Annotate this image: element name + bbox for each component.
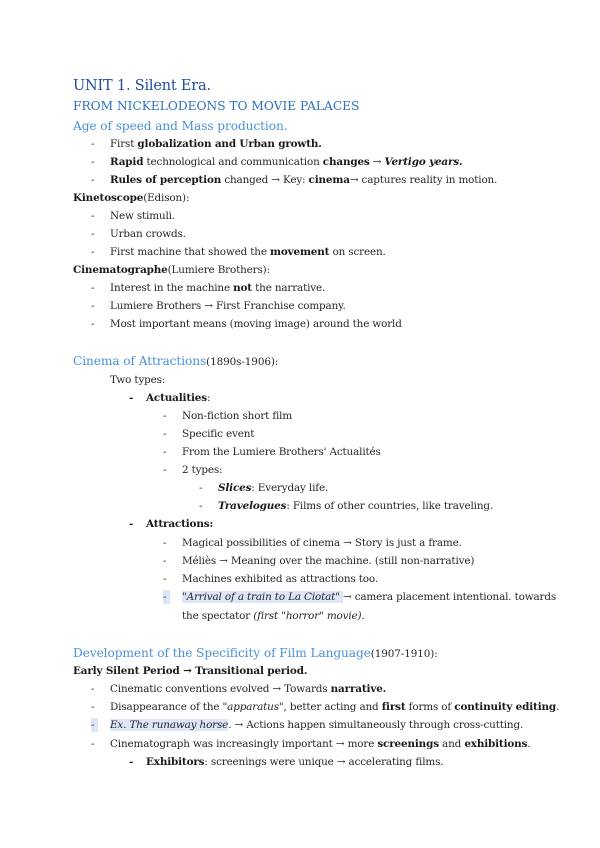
bullet-dash: - (163, 555, 167, 567)
list-item-exhibitors: Exhibitors: screenings were unique → accelerating films. (146, 756, 444, 768)
kinetoscope-heading: Kinetoscope(Edison): (73, 192, 190, 204)
list-item: Non-fiction short film (182, 410, 293, 422)
bullet-dash: - (163, 464, 167, 476)
bullet-dash: - (163, 573, 167, 585)
list-item-travelogues: Travelogues: Films of other countries, like traveling. (218, 500, 494, 512)
list-item: Cinematograph was increasingly important → more screenings and exhibitions. (110, 738, 531, 750)
bullet-dash: - (91, 300, 95, 312)
bullet-dash: - (91, 138, 95, 150)
early-silent-period: Early Silent Period → Transitional period. (73, 665, 308, 677)
cinematographe-heading: Cinematographe(Lumiere Brothers): (73, 264, 270, 276)
heading-cinema-of-attractions: Cinema of Attractions(1890s-1906): (73, 354, 279, 368)
bullet-dash: - (91, 718, 98, 732)
bullet-dash: - (91, 738, 95, 750)
list-item: New stimuli. (110, 210, 175, 222)
attractions-heading: Attractions: (146, 518, 214, 530)
unit-title: UNIT 1. Silent Era. (73, 78, 211, 94)
bullet-dash: - (91, 282, 95, 294)
list-item: Cinematic conventions evolved → Towards narrative. (110, 683, 387, 695)
bullet-dash: - (199, 500, 203, 512)
list-item: Lumiere Brothers → First Franchise company. (110, 300, 346, 312)
bullet-dash: - (129, 518, 134, 530)
list-item-slices: Slices: Everyday life. (218, 482, 329, 494)
list-item: Magical possibilities of cinema → Story is just a frame. (182, 537, 462, 549)
list-item: Disappearance of the "apparatus", better acting and first forms of continuity editing. (110, 701, 560, 713)
bullet-dash: - (163, 410, 167, 422)
list-item: Machines exhibited as attractions too. (182, 573, 378, 585)
list-item: Urban crowds. (110, 228, 186, 240)
list-item: From the Lumiere Brothers' Actualités (182, 446, 381, 458)
list-item-arrival-of-train: "Arrival of a train to La Ciotat" → camera placement intentional. towards (182, 591, 557, 603)
bullet-dash: - (163, 446, 167, 458)
actualities-heading: Actualities: (146, 392, 211, 404)
section-title-nickelodeons: FROM NICKELODEONS TO MOVIE PALACES (73, 99, 360, 113)
bullet-dash: - (91, 156, 95, 168)
bullet-dash: - (91, 683, 95, 695)
bullet-dash: - (91, 701, 95, 713)
heading-age-of-speed: Age of speed and Mass production. (73, 119, 288, 133)
list-item-continuation: the spectator (first "horror" movie). (182, 610, 365, 622)
bullet-dash: - (163, 590, 170, 604)
list-item-runaway-horse: Ex. The runaway horse. → Actions happen simultaneously through cross-cutting. (110, 719, 524, 731)
bullet-dash: - (163, 537, 167, 549)
bullet-dash: - (129, 392, 134, 404)
bullet-dash: - (91, 210, 95, 222)
bullet-dash: - (199, 482, 203, 494)
heading-development-film-language: Development of the Specificity of Film Language(1907-1910): (73, 646, 438, 660)
list-item: First machine that showed the movement on screen. (110, 246, 386, 258)
two-types-label: Two types: (110, 374, 166, 386)
bullet-dash: - (91, 246, 95, 258)
list-item: Méliès → Meaning over the machine. (still non-narrative) (182, 555, 475, 567)
list-item: Most important means (moving image) around the world (110, 318, 402, 330)
list-item: Specific event (182, 428, 255, 440)
bullet-dash: - (91, 228, 95, 240)
list-item: Rules of perception changed → Key: cinema→ captures reality in motion. (110, 174, 498, 186)
list-item: First globalization and Urban growth. (110, 138, 322, 150)
bullet-dash: - (91, 174, 95, 186)
list-item: 2 types: (182, 464, 223, 476)
list-item: Rapid technological and communication changes → Vertigo years. (110, 156, 463, 168)
list-item: Interest in the machine not the narrative. (110, 282, 326, 294)
bullet-dash: - (91, 318, 95, 330)
bullet-dash: - (163, 428, 167, 440)
bullet-dash: - (129, 756, 134, 768)
